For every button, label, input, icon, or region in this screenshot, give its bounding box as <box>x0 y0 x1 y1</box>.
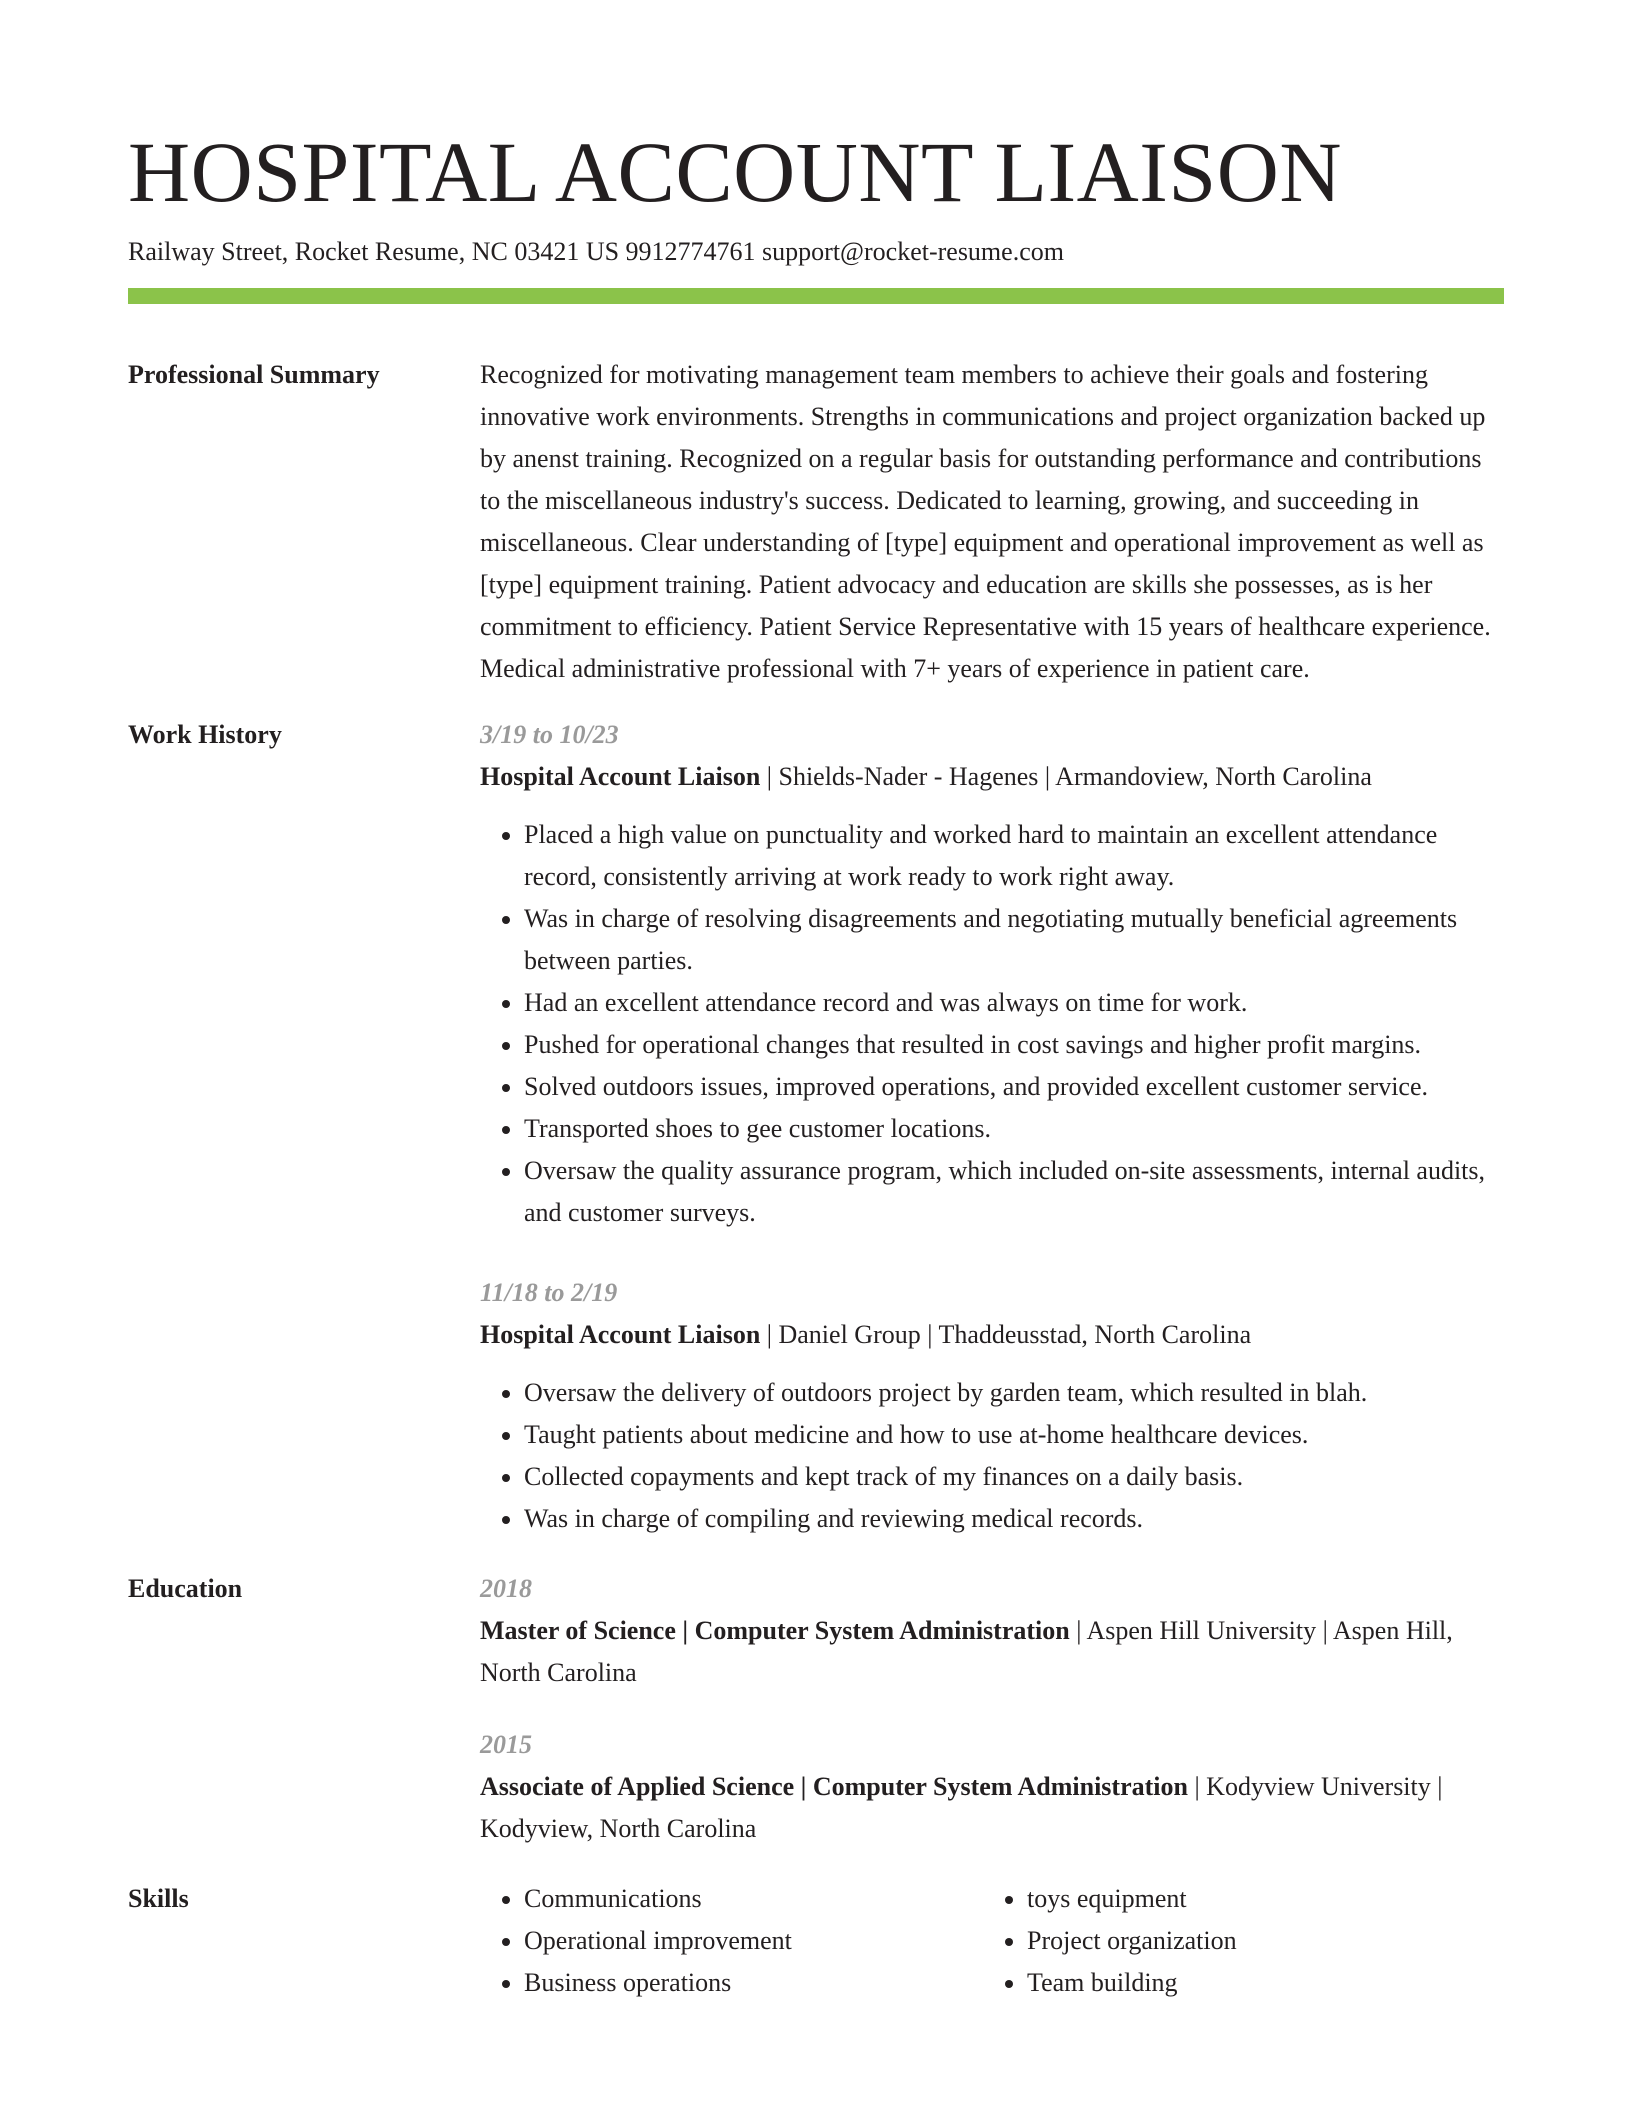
skill-item: • Project organization <box>1027 1920 1486 1962</box>
skill-item: • toys equipment <box>1027 1878 1486 1920</box>
job-bullet-list <box>480 1372 1504 1540</box>
skills-list-left <box>480 1878 983 2004</box>
job-bullet: • Solved outdoors issues, improved operations, and provided excellent customer service. <box>524 1066 1504 1108</box>
job-bullet: • Oversaw the delivery of outdoors project by garden team, which resulted in blah. <box>524 1372 1504 1414</box>
summary-section <box>128 354 1504 690</box>
skills-list-right <box>983 1878 1486 2004</box>
education-label: Education <box>128 1574 243 1603</box>
job-role-line <box>480 1314 1504 1356</box>
job-entry <box>480 1272 1504 1540</box>
job-role-line <box>480 756 1504 798</box>
job-dates: 11/18 to 2/19 <box>480 1278 618 1307</box>
job-entry <box>480 714 1504 1234</box>
education-year: 2018 <box>480 1574 532 1603</box>
skills-label: Skills <box>128 1884 189 1913</box>
job-bullet: • Oversaw the quality assurance program, which included on-site assessments, internal audits, and customer surveys. <box>524 1150 1504 1234</box>
job-bullet: • Transported shoes to gee customer locations. <box>524 1108 1504 1150</box>
job-bullet: • Was in charge of compiling and reviewing medical records. <box>524 1498 1504 1540</box>
skill-item: • Team building <box>1027 1962 1486 2004</box>
education-details: | Aspen Hill University | Aspen Hill, North Carolina <box>480 1616 1453 1687</box>
job-bullet-list <box>480 814 1504 1234</box>
education-entry <box>480 1568 1504 1694</box>
job-details: | Daniel Group | Thaddeusstad, North Carolina <box>760 1320 1252 1349</box>
skill-item: • Communications <box>524 1878 983 1920</box>
contact-line: Railway Street, Rocket Resume, NC 03421 US 9912774761 support@rocket-resume.com <box>128 237 1064 266</box>
job-bullet: • Taught patients about medicine and how to use at-home healthcare devices. <box>524 1414 1504 1456</box>
education-line <box>480 1766 1504 1850</box>
work-history-section <box>128 714 1504 1540</box>
job-bullet: • Was in charge of resolving disagreements and negotiating mutually beneficial agreements between parties. <box>524 898 1504 982</box>
skill-item: • Operational improvement <box>524 1920 983 1962</box>
degree-title: Associate of Applied Science | Computer System Administration <box>480 1772 1188 1801</box>
summary-text: Recognized for motivating management team members to achieve their goals and fostering innovative work environments. Strengths in communications and project organization backed up by anenst training. Recognized on a regular basis for outstanding performance and contributions to the miscellaneous industry's success. Dedicated to learning, growing, and succeeding in miscellaneous. Clear understanding of [type] equipment and operational improvement as well as [type] equipment training. Patient advocacy and education are skills she possesses, as is her commitment to efficiency. Patient Service Representative with 15 years of healthcare experience. Medical administrative professional with 7+ years of experience in patient care. <box>480 360 1491 683</box>
job-title: Hospital Account Liaison <box>480 1320 761 1349</box>
education-year: 2015 <box>480 1730 532 1759</box>
resume-page <box>128 122 1504 2004</box>
accent-divider <box>128 288 1504 304</box>
skill-item: • Business operations <box>524 1962 983 2004</box>
summary-label: Professional Summary <box>128 360 380 389</box>
job-details: | Shields-Nader - Hagenes | Armandoview, North Carolina <box>760 762 1372 791</box>
job-bullet: • Pushed for operational changes that resulted in cost savings and higher profit margins. <box>524 1024 1504 1066</box>
job-bullet: • Had an excellent attendance record and was always on time for work. <box>524 982 1504 1024</box>
resume-name-heading: HOSPITAL ACCOUNT LIAISON <box>128 124 1342 220</box>
degree-title: Master of Science | Computer System Administration <box>480 1616 1070 1645</box>
education-entry <box>480 1724 1504 1850</box>
education-details: | Kodyview University | Kodyview, North Carolina <box>480 1772 1443 1843</box>
job-title: Hospital Account Liaison <box>480 762 761 791</box>
job-bullet: • Placed a high value on punctuality and worked hard to maintain an excellent attendance record, consistently arriving at work ready to work right away. <box>524 814 1504 898</box>
skills-body <box>480 1878 1504 2004</box>
education-section <box>128 1568 1504 1850</box>
job-dates: 3/19 to 10/23 <box>480 720 619 749</box>
education-line <box>480 1610 1504 1694</box>
education-body <box>480 1568 1504 1850</box>
work-history-label: Work History <box>128 720 282 749</box>
work-history-body <box>480 714 1504 1540</box>
skills-columns <box>480 1878 1504 2004</box>
job-bullet: • Collected copayments and kept track of my finances on a daily basis. <box>524 1456 1504 1498</box>
skills-section <box>128 1878 1504 2004</box>
